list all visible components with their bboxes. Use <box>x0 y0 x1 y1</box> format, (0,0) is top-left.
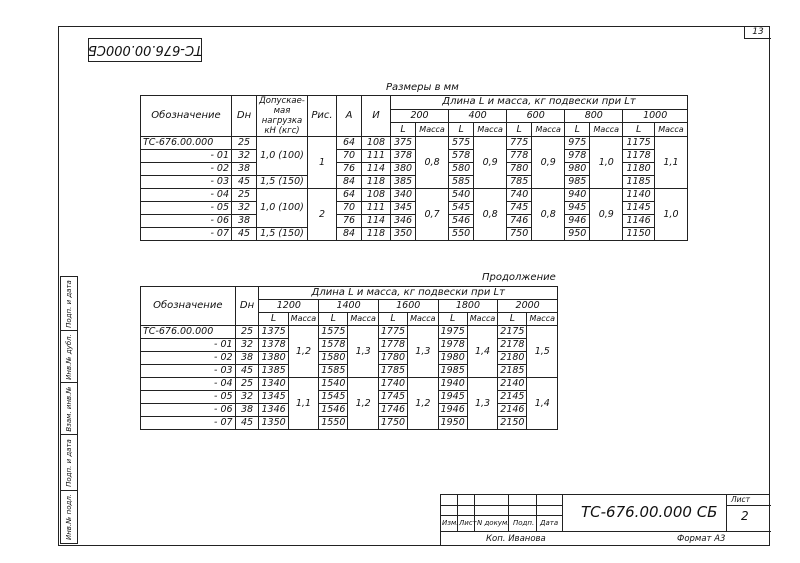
cell-mass: 1,2 <box>408 378 439 430</box>
cell-l: 1785 <box>378 365 407 378</box>
cell-l: 1550 <box>319 417 348 430</box>
cell-dn: 38 <box>232 215 257 228</box>
cell-mass: 0,9 <box>532 137 565 189</box>
cell-l: 1750 <box>378 417 407 430</box>
cell-l: 745 <box>507 202 532 215</box>
cell-mass: 1,0 <box>590 137 623 189</box>
cell-l: 1740 <box>378 378 407 391</box>
cell-designation: - 03 <box>141 365 236 378</box>
table-row <box>141 189 688 202</box>
cell-l: 378 <box>391 150 416 163</box>
th-len-1000: 1000 <box>623 109 688 123</box>
cell-l: 1340 <box>259 378 288 391</box>
th-len-1600: 1600 <box>378 300 438 313</box>
cell-load: 1,5 (150) <box>257 176 308 189</box>
cell-a: 70 <box>337 202 362 215</box>
cell-load: 1,5 (150) <box>257 228 308 241</box>
cell-l: 1145 <box>623 202 655 215</box>
th-l: L <box>565 123 590 137</box>
cell-l: 750 <box>507 228 532 241</box>
cell-designation: ТС-676.00.000 <box>141 326 236 339</box>
tb-rule <box>441 531 771 532</box>
cell-i: 118 <box>362 176 391 189</box>
cell-fig: 1 <box>308 137 337 189</box>
cell-l: 1375 <box>259 326 288 339</box>
cell-l: 1778 <box>378 339 407 352</box>
cell-designation: - 04 <box>141 378 236 391</box>
cell-l: 380 <box>391 163 416 176</box>
cell-l: 746 <box>507 215 532 228</box>
cell-l: 1975 <box>438 326 467 339</box>
cell-l: 585 <box>449 176 474 189</box>
cell-l: 950 <box>565 228 590 241</box>
table-dimensions-1 <box>140 95 688 241</box>
th-i: И <box>362 96 391 137</box>
cell-l: 2150 <box>498 417 527 430</box>
cell-i: 111 <box>362 202 391 215</box>
cell-fig: 2 <box>308 189 337 241</box>
cell-i: 108 <box>362 137 391 150</box>
th-l: L <box>438 313 467 326</box>
table-dimensions-2 <box>140 286 558 430</box>
th-l: L <box>498 313 527 326</box>
cell-mass: 1,3 <box>467 378 498 430</box>
th-mass: Масса <box>288 313 319 326</box>
table-row <box>141 378 558 391</box>
th-mass: Масса <box>590 123 623 137</box>
cell-l: 785 <box>507 176 532 189</box>
th-a: А <box>337 96 362 137</box>
cell-mass: 0,7 <box>416 189 449 241</box>
cell-l: 1980 <box>438 352 467 365</box>
cell-a: 84 <box>337 176 362 189</box>
cell-l: 2178 <box>498 339 527 352</box>
tb-label-izm: Изм. <box>442 519 459 527</box>
th-len-800: 800 <box>565 109 623 123</box>
th-len-200: 200 <box>391 109 449 123</box>
th-mass: Масса <box>527 313 558 326</box>
cell-i: 118 <box>362 228 391 241</box>
th-l: L <box>449 123 474 137</box>
tb-copied-by: Коп. Иванова <box>486 534 546 544</box>
cell-l: 775 <box>507 137 532 150</box>
cell-l: 2146 <box>498 404 527 417</box>
th-length-group: Длина L и масса, кг подвески при Lт <box>259 287 558 300</box>
cell-l: 345 <box>391 202 416 215</box>
th-mass: Масса <box>467 313 498 326</box>
th-l: L <box>378 313 407 326</box>
cell-l: 545 <box>449 202 474 215</box>
cell-designation: - 02 <box>141 352 236 365</box>
cell-dn: 38 <box>232 163 257 176</box>
sheet-corner-number: 13 <box>744 26 771 39</box>
cell-l: 2145 <box>498 391 527 404</box>
cell-dn: 25 <box>232 189 257 202</box>
cell-mass: 0,8 <box>416 137 449 189</box>
stamp-label: Инв.№ дубл. <box>65 333 73 380</box>
cell-l: 946 <box>565 215 590 228</box>
cell-l: 1745 <box>378 391 407 404</box>
th-designation: Обозначение <box>141 96 232 137</box>
th-mass: Масса <box>408 313 439 326</box>
cell-mass: 0,8 <box>474 189 507 241</box>
cell-l: 350 <box>391 228 416 241</box>
caption-sizes: Размеры в мм <box>386 82 459 93</box>
cell-dn: 25 <box>235 378 259 391</box>
cell-l: 1940 <box>438 378 467 391</box>
cell-mass: 1,4 <box>527 378 558 430</box>
cell-l: 945 <box>565 202 590 215</box>
cell-dn: 25 <box>235 326 259 339</box>
cell-l: 980 <box>565 163 590 176</box>
cell-l: 1575 <box>319 326 348 339</box>
cell-dn: 45 <box>232 228 257 241</box>
th-len-2000: 2000 <box>498 300 558 313</box>
stamp-cell <box>61 435 77 491</box>
cell-designation: - 01 <box>141 150 232 163</box>
cell-load: 1,0 (100) <box>257 189 308 228</box>
cell-l: 978 <box>565 150 590 163</box>
cell-dn: 32 <box>232 150 257 163</box>
th-fig: Рис. <box>308 96 337 137</box>
cell-l: 780 <box>507 163 532 176</box>
cell-dn: 38 <box>235 352 259 365</box>
cell-designation: - 07 <box>141 417 236 430</box>
cell-l: 2175 <box>498 326 527 339</box>
cell-l: 1385 <box>259 365 288 378</box>
cell-l: 778 <box>507 150 532 163</box>
tb-label-sign: Подп. <box>513 519 535 527</box>
cell-mass: 1,3 <box>348 326 379 378</box>
th-len-1400: 1400 <box>319 300 379 313</box>
cell-dn: 45 <box>232 176 257 189</box>
cell-dn: 32 <box>235 391 259 404</box>
stamp-label: Подп. и дата <box>65 438 73 487</box>
th-len-1200: 1200 <box>259 300 319 313</box>
cell-l: 2180 <box>498 352 527 365</box>
cell-l: 1978 <box>438 339 467 352</box>
cell-l: 1950 <box>438 417 467 430</box>
cell-designation: - 03 <box>141 176 232 189</box>
cell-l: 1345 <box>259 391 288 404</box>
cell-l: 1585 <box>319 365 348 378</box>
cell-l: 1546 <box>319 404 348 417</box>
cell-l: 1540 <box>319 378 348 391</box>
th-mass: Масса <box>348 313 379 326</box>
cell-l: 385 <box>391 176 416 189</box>
th-l: L <box>391 123 416 137</box>
cell-dn: 45 <box>235 417 259 430</box>
cell-l: 375 <box>391 137 416 150</box>
cell-mass: 1,1 <box>654 137 687 189</box>
cell-l: 1746 <box>378 404 407 417</box>
cell-l: 1946 <box>438 404 467 417</box>
cell-designation: ТС-676.00.000 <box>141 137 232 150</box>
stamp-label: Взам. инв.№ <box>65 385 73 432</box>
cell-designation: - 06 <box>141 404 236 417</box>
cell-l: 1945 <box>438 391 467 404</box>
cell-l: 740 <box>507 189 532 202</box>
cell-l: 540 <box>449 189 474 202</box>
cell-i: 108 <box>362 189 391 202</box>
rotated-drawing-code: ТС-676.00.000СБ <box>88 38 202 62</box>
th-mass: Масса <box>416 123 449 137</box>
th-len-1800: 1800 <box>438 300 498 313</box>
cell-mass: 1,0 <box>654 189 687 241</box>
cell-mass: 0,8 <box>532 189 565 241</box>
cell-a: 84 <box>337 228 362 241</box>
cell-l: 1985 <box>438 365 467 378</box>
stamp-label: Подп. и дата <box>65 279 73 328</box>
th-l: L <box>259 313 288 326</box>
cell-l: 1350 <box>259 417 288 430</box>
cell-l: 580 <box>449 163 474 176</box>
cell-l: 1175 <box>623 137 655 150</box>
cell-l: 1185 <box>623 176 655 189</box>
cell-l: 1780 <box>378 352 407 365</box>
cell-designation: - 06 <box>141 215 232 228</box>
cell-l: 1346 <box>259 404 288 417</box>
cell-l: 1775 <box>378 326 407 339</box>
cell-l: 975 <box>565 137 590 150</box>
cell-l: 1150 <box>623 228 655 241</box>
tb-label-date: Дата <box>540 519 559 527</box>
th-l: L <box>623 123 655 137</box>
th-len-400: 400 <box>449 109 507 123</box>
cell-dn: 32 <box>235 339 259 352</box>
tb-format: Формат А3 <box>677 534 726 544</box>
th-l: L <box>319 313 348 326</box>
cell-designation: - 07 <box>141 228 232 241</box>
tb-sheet-label: Лист <box>731 495 751 504</box>
cell-l: 1378 <box>259 339 288 352</box>
cell-dn: 32 <box>232 202 257 215</box>
cell-mass: 1,3 <box>408 326 439 378</box>
th-dn: Dн <box>235 287 259 326</box>
cell-l: 1578 <box>319 339 348 352</box>
cell-l: 1180 <box>623 163 655 176</box>
table-row <box>141 326 558 339</box>
cell-l: 340 <box>391 189 416 202</box>
cell-mass: 1,4 <box>467 326 498 378</box>
th-mass: Масса <box>532 123 565 137</box>
cell-l: 546 <box>449 215 474 228</box>
cell-a: 64 <box>337 137 362 150</box>
tb-label-list: Лист <box>459 519 477 527</box>
cell-l: 1146 <box>623 215 655 228</box>
caption-continuation: Продолжение <box>482 272 556 283</box>
cell-l: 578 <box>449 150 474 163</box>
stamp-cell <box>61 491 77 543</box>
cell-a: 64 <box>337 189 362 202</box>
stamp-label: Инв.№ подл. <box>65 493 73 541</box>
cell-mass: 1,1 <box>288 378 319 430</box>
stamp-cell <box>61 277 77 331</box>
th-mass: Масса <box>474 123 507 137</box>
cell-mass: 1,2 <box>288 326 319 378</box>
cell-l: 1178 <box>623 150 655 163</box>
table-row <box>141 137 688 150</box>
stamp-cell <box>61 331 77 383</box>
th-len-600: 600 <box>507 109 565 123</box>
cell-l: 1380 <box>259 352 288 365</box>
cell-a: 70 <box>337 150 362 163</box>
title-block <box>440 494 770 546</box>
cell-mass: 0,9 <box>474 137 507 189</box>
th-designation: Обозначение <box>141 287 236 326</box>
cell-designation: - 02 <box>141 163 232 176</box>
th-l: L <box>507 123 532 137</box>
cell-designation: - 05 <box>141 202 232 215</box>
th-length-group: Длина L и масса, кг подвески при Lт <box>391 96 688 110</box>
th-load: Допускае-мая нагрузка кН (кгс) <box>257 96 308 137</box>
cell-l: 985 <box>565 176 590 189</box>
cell-l: 940 <box>565 189 590 202</box>
cell-l: 1580 <box>319 352 348 365</box>
cell-mass: 1,2 <box>348 378 379 430</box>
tb-label-docnum: N докум. <box>477 519 510 527</box>
cell-l: 1545 <box>319 391 348 404</box>
cell-mass: 1,5 <box>527 326 558 378</box>
th-dn: Dн <box>232 96 257 137</box>
tb-drawing-code: ТС-676.00.000 СБ <box>581 503 718 521</box>
cell-load: 1,0 (100) <box>257 137 308 176</box>
tb-sheet-number: 2 <box>741 509 749 523</box>
cell-l: 575 <box>449 137 474 150</box>
cell-l: 346 <box>391 215 416 228</box>
cell-l: 1140 <box>623 189 655 202</box>
stamp-cell <box>61 383 77 435</box>
cell-designation: - 01 <box>141 339 236 352</box>
cell-mass: 0,9 <box>590 189 623 241</box>
side-stamp <box>60 276 78 544</box>
cell-i: 111 <box>362 150 391 163</box>
cell-dn: 25 <box>232 137 257 150</box>
cell-dn: 45 <box>235 365 259 378</box>
th-mass: Масса <box>654 123 687 137</box>
cell-designation: - 04 <box>141 189 232 202</box>
cell-i: 114 <box>362 215 391 228</box>
cell-i: 114 <box>362 163 391 176</box>
cell-a: 76 <box>337 163 362 176</box>
cell-a: 76 <box>337 215 362 228</box>
cell-dn: 38 <box>235 404 259 417</box>
tb-rule <box>727 505 771 506</box>
cell-designation: - 05 <box>141 391 236 404</box>
cell-l: 550 <box>449 228 474 241</box>
cell-l: 2140 <box>498 378 527 391</box>
cell-l: 2185 <box>498 365 527 378</box>
